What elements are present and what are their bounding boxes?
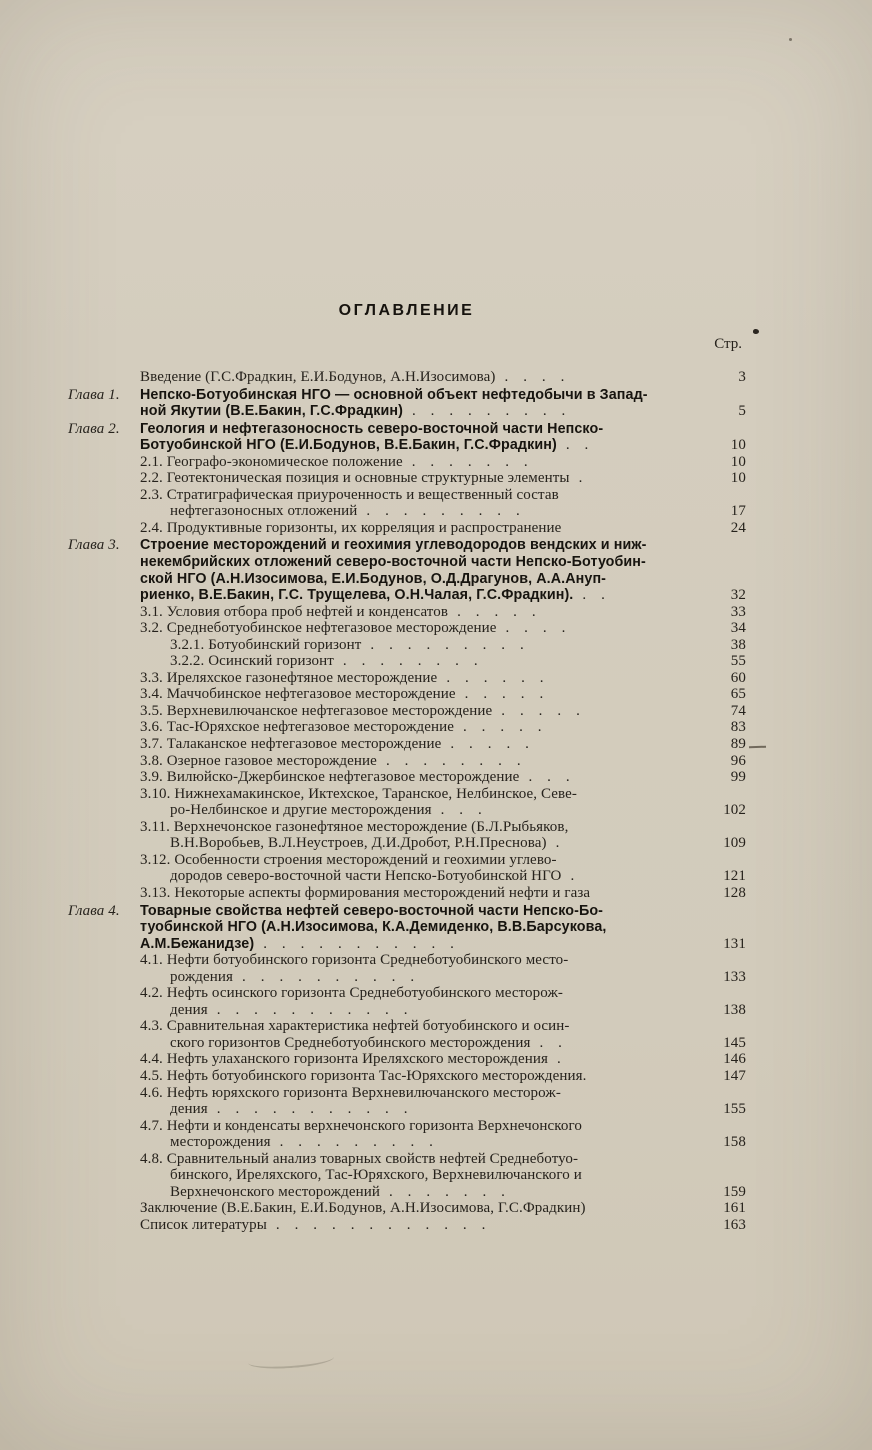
dot-leader: . . bbox=[539, 1034, 563, 1051]
entry-text: 3.2. Среднеботуобинское нефтегазовое месторождение bbox=[140, 620, 497, 637]
toc-line bbox=[140, 1101, 746, 1118]
toc-line bbox=[140, 1151, 746, 1168]
toc-line bbox=[140, 1018, 746, 1035]
dot-leader: . . . . . . . . . . bbox=[242, 968, 415, 985]
toc-entry bbox=[68, 537, 746, 604]
entry-page-number: 65 bbox=[730, 686, 746, 703]
entry-text: бинского, Иреляхского, Тас-Юряхского, Верхневилючанского и bbox=[170, 1167, 582, 1184]
toc-entry bbox=[140, 1018, 746, 1051]
entry-page-number: 17 bbox=[730, 503, 746, 520]
entry-page-number: 96 bbox=[730, 752, 746, 769]
entry-page-number: 89 bbox=[730, 736, 746, 753]
entry-page-number: 163 bbox=[723, 1216, 746, 1233]
entry-text: ского горизонтов Среднеботуобинского месторождения bbox=[170, 1034, 531, 1051]
toc-line bbox=[140, 437, 746, 454]
toc-line bbox=[140, 1035, 746, 1052]
entry-text: 4.2. Нефть осинского горизонта Среднеботуобинского месторож- bbox=[140, 985, 564, 1002]
toc-line bbox=[140, 470, 746, 487]
entry-page-number: 83 bbox=[730, 719, 746, 736]
entry-text: 4.1. Нефти ботуобинского горизонта Среднеботуобинского место- bbox=[140, 952, 569, 969]
entry-text: туобинской НГО (А.Н.Изосимова, К.А.Демиденко, В.В.Барсукова, bbox=[140, 919, 607, 936]
entry-text: месторождения bbox=[170, 1134, 271, 1151]
dot-leader: . . . . bbox=[505, 620, 566, 637]
entry-page-number: 99 bbox=[730, 769, 746, 786]
toc-line bbox=[140, 952, 746, 969]
entry-text: А.М.Бежанидзе) bbox=[140, 935, 255, 952]
entry-page-number: 74 bbox=[730, 702, 746, 719]
entry-text: 3.7. Талаканское нефтегазовое месторождение bbox=[140, 736, 442, 753]
dot-leader: . . . . . . . . . . . bbox=[216, 1101, 408, 1118]
toc-line bbox=[140, 985, 746, 1002]
entry-page-number: 10 bbox=[730, 453, 746, 470]
toc-line bbox=[140, 1200, 746, 1217]
dot-leader: . bbox=[578, 470, 583, 487]
dot-leader: . . . bbox=[440, 802, 482, 819]
entry-page-number: 155 bbox=[723, 1101, 746, 1118]
dot-leader: . . . . . . . . . . . . bbox=[275, 1216, 486, 1233]
chapter-label: Глава 4. bbox=[68, 902, 120, 919]
entry-page-number: 55 bbox=[730, 653, 746, 670]
entry-text: 3.2.2. Осинский горизонт bbox=[170, 653, 334, 670]
entry-page-number: 33 bbox=[730, 603, 746, 620]
table-of-contents bbox=[68, 369, 746, 1233]
toc-entry bbox=[170, 637, 746, 654]
entry-text: 4.8. Сравнительный анализ товарных свойств нефтей Среднеботуо- bbox=[140, 1150, 579, 1167]
toc-entry bbox=[68, 420, 746, 454]
toc-line bbox=[140, 604, 746, 621]
entry-page-number: 161 bbox=[723, 1200, 746, 1217]
toc-entry bbox=[170, 653, 746, 670]
entry-page-number: 121 bbox=[723, 868, 746, 885]
ink-mark bbox=[749, 746, 766, 749]
toc-line bbox=[140, 554, 746, 571]
entry-text: 4.7. Нефти и конденсаты верхнечонского горизонта Верхнечонского bbox=[140, 1117, 582, 1134]
entry-text: Верхнечонского месторождений bbox=[170, 1183, 380, 1200]
entry-page-number: 138 bbox=[723, 1001, 746, 1018]
toc-line bbox=[140, 454, 746, 471]
toc-line bbox=[170, 637, 746, 654]
entry-page-number: 159 bbox=[723, 1183, 746, 1200]
entry-text: Непско-Ботуобинская НГО — основной объект нефтедобычи в Запад- bbox=[140, 386, 648, 403]
dot-leader: . . bbox=[582, 587, 605, 604]
dot-leader: . . . . . . . . . . . bbox=[263, 935, 455, 952]
entry-text: 2.1. Географо-экономическое положение bbox=[140, 453, 403, 470]
entry-text: 4.5. Нефть ботуобинского горизонта Тас-Юряхского месторождения. bbox=[140, 1067, 587, 1084]
entry-page-number: 60 bbox=[730, 669, 746, 686]
dot-leader: . bbox=[570, 868, 575, 885]
toc-line bbox=[140, 919, 746, 936]
toc-entry bbox=[140, 686, 746, 703]
dot-leader: . . . . . bbox=[462, 719, 542, 736]
dot-leader: . . . . . . . . bbox=[385, 752, 521, 769]
entry-text: 3.10. Нижнехамакинское, Иктехское, Таранское, Нелбинское, Севе- bbox=[140, 785, 578, 802]
toc-entry bbox=[140, 1051, 746, 1068]
dot-leader: . . . . . bbox=[457, 603, 536, 620]
toc-line bbox=[140, 852, 746, 869]
entry-text: Товарные свойства нефтей северо-восточной части Непско-Бо- bbox=[140, 902, 604, 919]
dot-leader: . . . . . . . . . bbox=[279, 1134, 434, 1151]
toc-line bbox=[140, 753, 746, 770]
entry-page-number: 147 bbox=[723, 1067, 746, 1084]
dot-leader: . . . . . bbox=[501, 702, 580, 719]
chapter-label: Глава 1. bbox=[68, 386, 120, 403]
entry-page-number: 128 bbox=[723, 884, 746, 901]
toc-entry bbox=[140, 885, 746, 902]
toc-line bbox=[140, 1184, 746, 1201]
dot-leader: . . . . . bbox=[464, 686, 544, 703]
dot-leader: . . . . . . . bbox=[388, 1183, 506, 1200]
toc-line bbox=[140, 620, 746, 637]
toc-entry bbox=[140, 1118, 746, 1151]
ink-speck bbox=[789, 38, 792, 41]
toc-line bbox=[140, 1217, 746, 1234]
entry-text: 3.1. Условия отбора проб нефтей и конденсатов bbox=[140, 603, 449, 620]
entry-text: ской НГО (А.Н.Изосимова, Е.И.Бодунов, О.Д.Драгунов, А.А.Ануп- bbox=[140, 570, 607, 587]
entry-text: 3.5. Верхневилючанское нефтегазовое месторождение bbox=[140, 702, 493, 719]
entry-text: 3.9. Вилюйско-Джербинское нефтегазовое месторождение bbox=[140, 769, 520, 786]
entry-text: 2.2. Геотектоническая позиция и основные структурные элементы bbox=[140, 470, 570, 487]
toc-line bbox=[140, 802, 746, 819]
dot-leader: . . . . . . bbox=[446, 669, 544, 686]
toc-entry bbox=[140, 1151, 746, 1201]
ink-speck bbox=[753, 329, 759, 334]
toc-entry bbox=[140, 985, 746, 1018]
dot-leader: . . . . . . . bbox=[411, 453, 528, 470]
toc-line bbox=[140, 819, 746, 836]
entry-page-number: 5 bbox=[738, 403, 746, 420]
entry-text: Заключение (В.Е.Бакин, Е.И.Бодунов, А.Н.Изосимова, Г.С.Фрадкин) bbox=[140, 1200, 586, 1217]
toc-line bbox=[140, 670, 746, 687]
entry-page-number: 109 bbox=[723, 835, 746, 852]
dot-leader: . bbox=[557, 1051, 561, 1068]
toc-entry bbox=[140, 769, 746, 786]
chapter-label: Глава 2. bbox=[68, 420, 120, 437]
toc-line bbox=[140, 969, 746, 986]
entry-text: 3.13. Некоторые аспекты формирования месторождений нефти и газа bbox=[140, 884, 591, 901]
entry-text: В.Н.Воробьев, В.Л.Неустроев, Д.И.Дробот, Р.Н.Преснова) bbox=[170, 835, 547, 852]
page-column-header: Стр. bbox=[714, 336, 742, 352]
entry-text: 3.12. Особенности строения месторождений и геохимии углево- bbox=[140, 851, 557, 868]
entry-page-number: 10 bbox=[730, 437, 746, 454]
toc-entry bbox=[140, 470, 746, 487]
toc-entry bbox=[140, 719, 746, 736]
dot-leader: . bbox=[555, 835, 560, 852]
toc-line bbox=[170, 653, 746, 670]
entry-text: 3.2.1. Ботуобинский горизонт bbox=[170, 636, 362, 653]
entry-text: риенко, В.Е.Бакин, Г.С. Трущелева, О.Н.Чалая, Г.С.Фрадкин). bbox=[140, 587, 574, 604]
pencil-mark bbox=[248, 1349, 335, 1371]
toc-entry bbox=[140, 952, 746, 985]
toc-line bbox=[140, 936, 746, 953]
toc-line bbox=[140, 719, 746, 736]
entry-text: Введение (Г.С.Фрадкин, Е.И.Бодунов, А.Н.Изосимова) bbox=[140, 369, 496, 385]
toc-entry bbox=[140, 1068, 746, 1085]
entry-text: рождения bbox=[170, 968, 234, 985]
entry-text: некембрийских отложений северо-восточной части Непско-Ботуобин- bbox=[140, 554, 646, 571]
dot-leader: . . . . . . . . . bbox=[411, 403, 566, 420]
entry-page-number: 146 bbox=[723, 1051, 746, 1068]
entry-text: 3.11. Верхнечонское газонефтяное месторождение (Б.Л.Рыбьяков, bbox=[140, 818, 569, 835]
dot-leader: . . bbox=[565, 437, 589, 454]
toc-line bbox=[140, 686, 746, 703]
dot-leader: . . . . bbox=[504, 369, 565, 385]
dot-leader: . . . bbox=[528, 769, 570, 786]
toc-entry bbox=[140, 703, 746, 720]
toc-line bbox=[140, 537, 746, 554]
toc-line bbox=[140, 571, 746, 588]
toc-line bbox=[140, 835, 746, 852]
entry-page-number: 3 bbox=[738, 369, 746, 385]
toc-line bbox=[140, 1068, 746, 1085]
entry-text: нефтегазоносных отложений bbox=[170, 503, 358, 520]
entry-text: 3.8. Озерное газовое месторождение bbox=[140, 752, 377, 769]
toc-entry bbox=[140, 487, 746, 520]
toc-entry bbox=[140, 670, 746, 687]
toc-line bbox=[140, 1134, 746, 1151]
toc-line bbox=[140, 769, 746, 786]
entry-page-number: 34 bbox=[730, 620, 746, 637]
dot-leader: . . . . . . . . . . . bbox=[216, 1001, 408, 1018]
entry-text: 3.4. Маччобинское нефтегазовое месторождение bbox=[140, 686, 456, 703]
dot-leader: . . . . . . . . . bbox=[366, 503, 520, 520]
entry-text: Геология и нефтегазоносность северо-восточной части Непско- bbox=[140, 420, 604, 437]
entry-text: Список литературы bbox=[140, 1216, 267, 1233]
toc-line bbox=[140, 903, 746, 920]
toc-line bbox=[140, 369, 746, 386]
toc-entry bbox=[140, 753, 746, 770]
toc-entry bbox=[140, 852, 746, 885]
toc-line bbox=[140, 1118, 746, 1135]
toc-line bbox=[140, 421, 746, 438]
toc-entry bbox=[140, 1085, 746, 1118]
entry-text: дения bbox=[170, 1101, 208, 1118]
entry-page-number: 10 bbox=[730, 470, 746, 487]
entry-text: 4.6. Нефть юряхского горизонта Верхневилючанского месторож- bbox=[140, 1084, 561, 1101]
toc-entry bbox=[140, 1200, 746, 1217]
entry-text: Строение месторождений и геохимия углеводородов вендских и ниж- bbox=[140, 537, 647, 554]
toc-line bbox=[140, 387, 746, 404]
toc-line bbox=[140, 868, 746, 885]
toc-line bbox=[140, 736, 746, 753]
entry-text: дородов северо-восточной части Непско-Ботуобинской НГО bbox=[170, 868, 562, 885]
entry-page-number: 102 bbox=[723, 802, 746, 819]
toc-entry bbox=[140, 369, 746, 386]
toc-line bbox=[140, 1002, 746, 1019]
toc-line bbox=[140, 487, 746, 504]
toc-line bbox=[140, 786, 746, 803]
toc-entry bbox=[140, 620, 746, 637]
toc-entry bbox=[68, 902, 746, 953]
dot-leader: . . . . . . . . . bbox=[370, 636, 524, 653]
toc-line bbox=[140, 403, 746, 420]
toc-line bbox=[140, 1085, 746, 1102]
entry-page-number: 133 bbox=[723, 968, 746, 985]
toc-entry bbox=[140, 1217, 746, 1234]
toc-entry bbox=[140, 520, 746, 537]
toc-entry bbox=[140, 454, 746, 471]
toc-line bbox=[140, 703, 746, 720]
toc-entry bbox=[140, 736, 746, 753]
entry-page-number: 145 bbox=[723, 1034, 746, 1051]
entry-page-number: 131 bbox=[723, 935, 746, 952]
toc-line bbox=[140, 885, 746, 902]
entry-page-number: 158 bbox=[723, 1134, 746, 1151]
entry-text: 2.4. Продуктивные горизонты, их корреляция и распространение bbox=[140, 519, 562, 536]
entry-page-number: 32 bbox=[730, 587, 746, 604]
entry-text: 3.3. Иреляхское газонефтяное месторождение bbox=[140, 669, 438, 686]
toc-line bbox=[140, 587, 746, 604]
entry-text: 2.3. Стратиграфическая приуроченность и вещественный состав bbox=[140, 486, 559, 503]
toc-line bbox=[140, 503, 746, 520]
dot-leader: . . . . . . . . bbox=[342, 653, 478, 670]
toc-line bbox=[140, 1167, 746, 1184]
page-title: ОГЛАВЛЕНИЕ bbox=[338, 302, 475, 319]
entry-text: 4.4. Нефть улаханского горизонта Иреляхского месторождения bbox=[140, 1051, 549, 1068]
entry-page-number: 24 bbox=[730, 519, 746, 536]
toc-entry bbox=[140, 604, 746, 621]
dot-leader: . . . . . bbox=[450, 736, 529, 753]
toc-line bbox=[140, 1051, 746, 1068]
entry-text: ро-Нелбинское и другие месторождения bbox=[170, 802, 432, 819]
entry-text: 4.3. Сравнительная характеристика нефтей ботуобинского и осин- bbox=[140, 1018, 570, 1035]
toc-line bbox=[140, 520, 746, 537]
entry-page-number: 38 bbox=[730, 636, 746, 653]
toc-entry bbox=[140, 786, 746, 819]
entry-text: 3.6. Тас-Юряхское нефтегазовое месторождение bbox=[140, 719, 454, 736]
entry-text: дения bbox=[170, 1001, 208, 1018]
entry-text: ной Якутии (В.Е.Бакин, Г.С.Фрадкин) bbox=[140, 403, 403, 420]
chapter-label: Глава 3. bbox=[68, 537, 120, 554]
toc-entry bbox=[140, 819, 746, 852]
toc-entry bbox=[68, 386, 746, 420]
entry-text: Ботуобинской НГО (Е.И.Бодунов, В.Е.Бакин, Г.С.Фрадкин) bbox=[140, 437, 557, 454]
